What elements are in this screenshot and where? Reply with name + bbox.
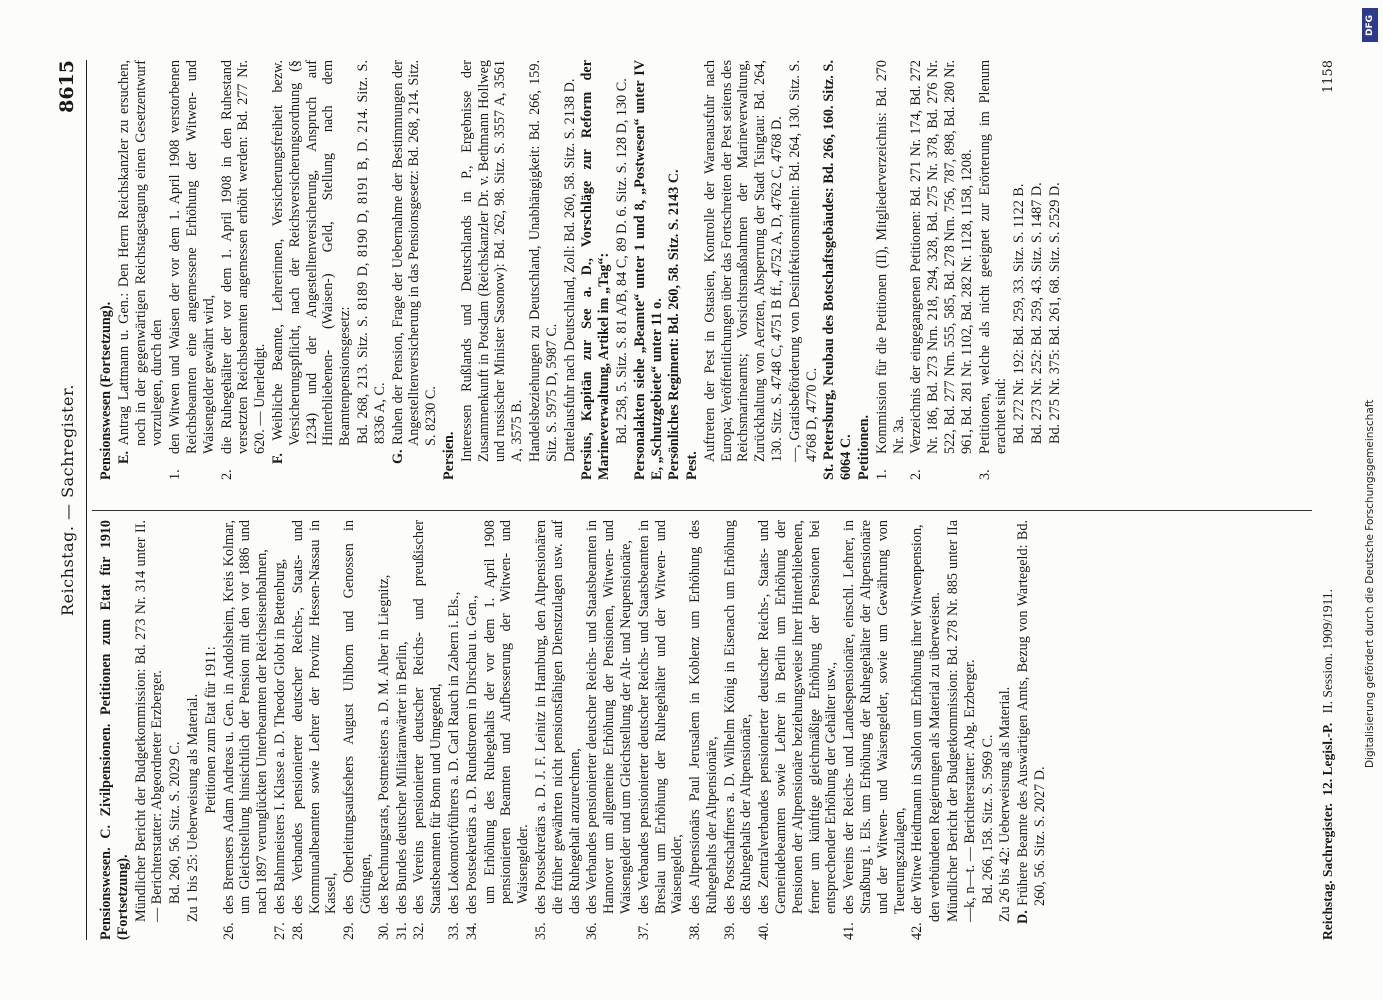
entry-number: 27. [271, 922, 288, 940]
register-entry [976, 60, 1010, 480]
entry-line: Bd. 272 Nr. 192: Bd. 259, 33. Sitz. S. 1122 B. [1010, 183, 1027, 444]
footer-middle: 12. Legisl.-P. [1319, 722, 1335, 796]
entry-heading: Persius, Kapitän zur See a. D., Vorschläge zur Reform der Marineverwaltung, Artikel im „Tag“: [578, 60, 612, 480]
register-entry [445, 520, 462, 940]
entry-number: 1. [166, 469, 183, 480]
entry-text: des Verbandes pensionierter deutscher Reichs-, Staats- und Kommunalbeamten sowie Lehrer der Provinz Hessen-Nassau in Kassel, [289, 520, 339, 914]
register-entry [721, 520, 755, 940]
entry-line: —, Gratisbeförderung von Desinfektionsmitteln: Bd. 264, 130. Sitz. S. 4768 D, 4770 C. [786, 60, 820, 462]
entry-number: G. [389, 444, 406, 464]
entry-text: des Postsekretärs a. D. J. F. Leinitz in Hamburg, den Altpensionären die früher gewährten nicht pensionsfähigen Dienstzulagen usw. auf das Ruhegehalt anzurechnen, [532, 520, 583, 914]
entry-line: Bd. 273 Nr. 252: Bd. 259, 43. Sitz. S. 1487 D. [1028, 182, 1045, 444]
register-entry [389, 60, 439, 480]
entry-text: des Oberleitungsaufsehers August Uhlborn und Genossen in Göttingen, [340, 520, 374, 914]
entry-number: 32. [410, 922, 427, 940]
entry-line: Zu 1 bis 25: Ueberweisung als Material. [184, 693, 201, 922]
register-entry [908, 60, 975, 480]
entry-line: Mündlicher Bericht der Budgetkommission: Bd. 278 Nr. 885 unter IIa—k, n—t. — Berichterstatter: Abg. Erzberger. [944, 520, 978, 922]
register-entry [635, 520, 685, 940]
footer-left: Reichstag. Sachregister. [1319, 803, 1335, 940]
entry-text: Kommission für die Petitionen (II), Mitgliederverzeichnis: Bd. 270 Nr. 3a. [873, 60, 907, 454]
register-entry [841, 520, 908, 940]
register-entry [220, 520, 270, 940]
left-column [98, 520, 1306, 940]
running-header [52, 60, 87, 940]
page-footer [1320, 520, 1336, 940]
entry-line: Auftreten der Pest in Ostasien, Kontrolle der Warenausfuhr nach Europa; Veröffentlichungen über das Fortschreiten der Pest seitens des Reichsmarineamts; Vorsichtsmaßnahmen der Marineverwaltung, Zurückhaltung von Aerzten, Absperrung der Stadt Tsingtau: Bd. 264, 130. Sitz. S. 4748 C, 4751 B ff., 4752 A, D, 4762 C, 4768 D. [701, 60, 785, 462]
entry-line: Petitionen zum Etat für 1911: [202, 646, 219, 814]
register-entry [411, 520, 445, 940]
register-entry [341, 520, 375, 940]
entry-number: 31. [393, 922, 410, 940]
entry-heading: Pest. [683, 451, 700, 480]
entry-line: Dattelausfuhr nach Deutschland, Zoll: Bd. 260, 58. Sitz. S. 2138 D. [561, 78, 578, 462]
right-column [98, 60, 1306, 480]
entry-text: des Altpensionärs Paul Jerusalem in Koblenz um Erhöhung des Ruhegehalts der Altpensionäre, [686, 520, 720, 914]
credit-text: Digitalisierung gefördert durch die Deutsche Forschungsgemeinschaft [1364, 399, 1376, 768]
entry-number: 26. [220, 922, 237, 940]
entry-heading: Pensionswesen. C. Zivilpensionen. Petitionen zum Etat für 1910 (Fortsetzung). [97, 520, 131, 940]
register-entry [167, 60, 217, 480]
register-entry [375, 520, 392, 940]
entry-line: Bd. 258, 5. Sitz. S. 81 A/B, 84 C, 89 D. 6. Sitz. S. 128 D, 130 C. [613, 78, 630, 444]
entry-number: 37. [635, 922, 652, 940]
entry-number: 1. [873, 469, 890, 480]
entry-text: Weibliche Beamte, Lehrerinnen, Versicherungsfreiheit bezw. Versicherungspflicht, nach der Reichsversicherungsordnung (§ 1234) und der Angestelltenversicherung, Anspruch auf Hinterbliebenen- (Waisen-) Geld, Stellung nach dem Beamtenpensionsgesetz: [269, 60, 353, 446]
entry-line: Zu 26 bis 42: Ueberweisung als Material. [996, 686, 1013, 922]
entry-text: Petitionen, welche als nicht geeignet zur Erörterung im Plenum erachtet sind: [976, 60, 1009, 454]
side-credit [1362, 8, 1378, 768]
entry-number: 30. [375, 922, 392, 940]
entry-text: die Ruhegehälter der vor dem 1. April 1908 in den Ruhestand versetzten Reichsbeamten angemessen erhöht werden: Bd. 277 Nr. 620. — Unerledigt. [218, 60, 268, 454]
entry-line: Bd. 268, 213. Sitz. S. 8189 D, 8190 D, 8191 B, D. 214. Sitz. S. 8336 A, C. [354, 60, 388, 444]
entry-line: Bd. 260, 56. Sitz. S. 2029 C. [166, 741, 183, 904]
entry-number: 36. [583, 922, 600, 940]
register-entry [532, 520, 582, 940]
register-entry [218, 60, 268, 480]
signature-mark: 1158 [1320, 60, 1336, 94]
entry-text: des Verbandes pensionierter deutscher Reichs- und Staatsbeamten in Hannover um allgemeine Erhöhung der Pensionen, Witwen- und Waisengelder und um Gleichstellung der Alt- und Neupensionäre, [583, 520, 634, 914]
entry-number: F. [269, 440, 286, 464]
entry-number: 35. [532, 922, 549, 940]
entry-heading: Persien. [440, 431, 457, 480]
entry-heading: Petitionen. [855, 414, 872, 480]
dfg-logo: DFG [1362, 8, 1378, 42]
register-entry [584, 520, 634, 940]
column-divider [92, 510, 1312, 511]
entry-number: 34. [463, 922, 480, 940]
entry-number: 3. [976, 469, 993, 480]
entry-number: 40. [755, 922, 772, 940]
register-entry [1015, 520, 1049, 940]
entry-line: Interessen Rußlands und Deutschlands in P., Ergebnisse der Zusammenkunft in Potsdam (Reichskanzler Dr. v. Bethmann Hollweg und russischer Minister Sasonow): Bd. 262, 98. Sitz. S. 3557 A, 3561 A, 3575 B. [458, 60, 525, 462]
entry-number: 39. [721, 922, 738, 940]
entry-heading: Pensionswesen (Fortsetzung). [97, 301, 114, 480]
entry-text: des Vereins der Reichs- und Landespensionäre, einschl. Lehrer, in Straßburg i. Els. um Erhöhung der Ruhegehälter der Altpensionäre und der Witwen- und Waisengelder, sowie um Gewährung von Teuerungszulagen, [840, 520, 908, 914]
entry-text: des Postsekretärs a. D. Rundstroem in Dirschau u. Gen., [463, 595, 480, 914]
entry-text: des Bahnmeisters I. Klasse a. D. Theodor Globt in Bettenburg, [271, 558, 288, 914]
entry-number: 38. [686, 922, 703, 940]
entry-number: E. [115, 445, 132, 464]
page-number: 8615 [55, 60, 78, 113]
register-entry [687, 520, 721, 940]
entry-number: 42. [908, 922, 925, 940]
entry-text: den Witwen und Waisen der vor dem 1. April 1908 verstorbenen Reichsbeamten eine angemessene Erhöhung der Witwen- und Waisengelder gewährt wird, [166, 60, 217, 454]
register-entry [393, 520, 410, 940]
entry-text: des Vereins pensionierter deutscher Reichs- und preußischer Staatsbeamten für Bonn und Umgegend, [410, 520, 444, 914]
entry-line: um Erhöhung des Ruhegehalts der vor dem 1. April 1908 pensionierten Beamten und Aufbesserung der Witwen- und Waisengelder. [481, 520, 531, 904]
register-entry [873, 60, 907, 480]
entry-line: den verbündeten Regierungen als Material zu überweisen. [926, 592, 943, 922]
register-entry [289, 520, 339, 940]
entry-text: Verzeichnis der eingegangenen Petitionen: Bd. 271 Nr. 174, Bd. 272 Nr. 186, Bd. 273 Nrn. 218, 294, 328, Bd. 275 Nr. 378, Bd. 276 Nr. 522, Bd. 277 Nrn. 555, 585, Bd. 278 Nrn. 756, 787, 898, Bd. 280 Nr. 961, Bd. 281 Nr. 1102, Bd. 282 Nr. 1128, 1158, 1208. [907, 60, 975, 454]
entry-number: 41. [840, 922, 857, 940]
register-entry [115, 60, 165, 480]
entry-line: Mündlicher Bericht der Budgetkommission: Bd. 273 Nr. 314 unter II. — Berichterstatter: Abgeordneter Erzberger. [132, 520, 165, 922]
entry-heading: Personalakten siehe „Beamte“ unter 1 und 8, „Postwesen“ unter IV E, „Schutzgebiete“ unter 11 o. [631, 60, 664, 480]
register-entry [463, 520, 480, 940]
entry-text: Frühere Beamte des Auswärtigen Amts, Bezug von Wartegeld: Bd. 260, 56. Sitz. S. 2027 D. [1014, 520, 1048, 906]
entry-number: 28. [289, 922, 306, 940]
entry-text: des Bremsers Adam Andreas u. Gen. in Andolsheim, Kreis Kolmar, um Gleichstellung hinsichtlich der Pension mit den vor 1886 und nach 1897 verunglückten Unterbeamten der Reichseisenbahnen, [220, 520, 270, 914]
header-title: Reichstag. — Sachregister. [57, 384, 77, 616]
entry-text: Antrag Lattmann u. Gen.: Den Herrn Reichskanzler zu ersuchen, noch in der gegenwärtigen Reichstagstagung einen Gesetzentwurf vorzulegen, durch den [115, 60, 165, 446]
entry-line: Handelsbeziehungen zu Deutschland, Unabhängigkeit: Bd. 266, 159. Sitz. S. 5975 D, 5987 C. [526, 60, 560, 462]
entry-line: Bd. 275 Nr. 375: Bd. 261, 68. Sitz. S. 2529 D. [1046, 182, 1063, 444]
entry-number: 29. [340, 922, 357, 940]
entry-number: D. [1014, 905, 1031, 924]
entry-heading: Persönliches Regiment: Bd. 260, 58. Sitz. S. 2143 C. [665, 169, 682, 480]
register-entry [756, 520, 840, 940]
entry-text: des Zentralverbandes pensionierter deutscher Reichs-, Staats- und Gemeindebeamten sowie Lehrer in Berlin um Erhöhung der Pensionen der Altpensionäre beziehungsweise ihrer Hinterbliebenen, ferner um künftige gleichmäßige Erhöhung der Pensionen bei entsprechender Erhöhung der Gehälter usw., [755, 520, 839, 914]
entry-text: des Verbandes pensionierter deutscher Reichs- und Staatsbeamten in Breslau um Erhöhung der Ruhegehälter und der Witwen- und Waisengelder, [635, 520, 685, 914]
entry-text: des Bundes deutscher Militäranwärter in Berlin, [393, 641, 410, 914]
register-entry [909, 520, 926, 940]
entry-line: Bd. 266, 158. Sitz. S. 5969 C. [979, 734, 996, 904]
entry-number: 33. [445, 922, 462, 940]
rotated-print-area [32, 20, 1352, 980]
entry-text: Ruhen der Pension, Frage der Uebernahme der Bestimmungen der Angestelltenversicherung in das Pensionsgesetz: Bd. 268, 214. Sitz. S. 8230 C. [389, 60, 439, 446]
footer-right: II. Session. 1909/1911. [1319, 589, 1335, 714]
entry-number: 2. [907, 469, 924, 480]
register-entry [269, 60, 353, 480]
entry-text: des Rechnungsrats, Postmeisters a. D. M. Alber in Liegnitz, [375, 574, 392, 914]
entry-text: des Postschaffners a. D. Wilhelm König in Eisenach um Erhöhung des Ruhegehalts der Altpensionäre, [721, 520, 754, 914]
register-entry [271, 520, 288, 940]
entry-text: der Witwe Heidtmann in Sablon um Erhöhung ihrer Witwenpension, [908, 524, 925, 914]
entry-heading: St. Petersburg, Neubau des Botschaftsgebäudes: Bd. 266, 160. Sitz. S. 6064 C. [820, 60, 854, 480]
entry-text: des Lokomotivführers a. D. Carl Rauch in Zabern i. Els., [445, 591, 462, 914]
entry-number: 2. [218, 469, 235, 480]
